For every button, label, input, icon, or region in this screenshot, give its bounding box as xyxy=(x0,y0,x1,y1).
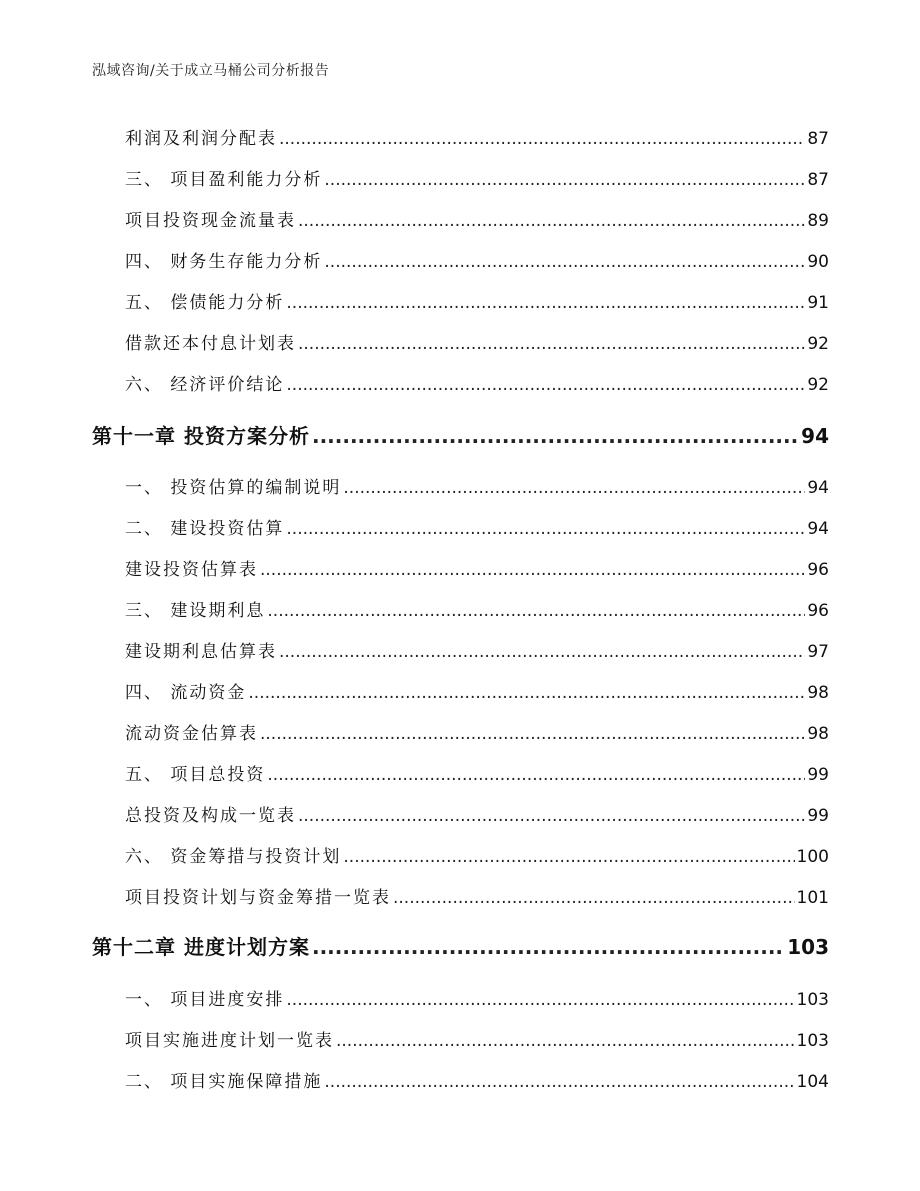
toc-dot-leader xyxy=(343,478,805,498)
toc-entry-page: 104 xyxy=(796,1072,829,1092)
toc-dot-leader xyxy=(286,519,805,539)
toc-chapter-entry[interactable] xyxy=(92,931,829,960)
toc-dot-leader xyxy=(393,888,795,908)
toc-chapter-page: 103 xyxy=(787,935,829,959)
toc-entry-label: 二、 项目实施保障措施 xyxy=(125,1072,323,1092)
toc-dot-leader xyxy=(343,847,794,867)
toc-dot-leader xyxy=(248,683,805,703)
toc-entry-label: 一、 投资估算的编制说明 xyxy=(125,478,342,498)
toc-dot-leader xyxy=(260,560,805,580)
toc-entry[interactable] xyxy=(125,985,829,1010)
toc-entry[interactable] xyxy=(125,288,829,313)
toc-dot-leader xyxy=(267,765,805,785)
toc-entry-page: 100 xyxy=(796,847,829,867)
toc-entry-label: 二、 建设投资估算 xyxy=(125,519,285,539)
toc-entry-label: 五、 偿债能力分析 xyxy=(125,293,285,313)
toc-entry-page: 98 xyxy=(807,683,829,703)
toc-entry-page: 91 xyxy=(807,293,829,313)
toc-chapter-label: 第十一章 投资方案分析 xyxy=(92,424,310,448)
toc-entry-label: 项目实施进度计划一览表 xyxy=(125,1031,334,1051)
toc-entry[interactable] xyxy=(125,555,829,580)
toc-entry-label: 总投资及构成一览表 xyxy=(125,806,296,826)
toc-entry[interactable] xyxy=(125,637,829,662)
toc-dot-leader xyxy=(324,170,805,190)
toc-dot-leader xyxy=(267,601,805,621)
toc-chapter-page: 94 xyxy=(801,424,829,448)
toc-entry[interactable] xyxy=(125,247,829,272)
toc-dot-leader xyxy=(279,642,805,662)
toc-entry[interactable] xyxy=(125,883,829,908)
toc-entry[interactable] xyxy=(125,473,829,498)
toc-entry-label: 建设投资估算表 xyxy=(125,560,258,580)
toc-entry-label: 五、 项目总投资 xyxy=(125,765,266,785)
toc-entry[interactable] xyxy=(125,760,829,785)
toc-dot-leader xyxy=(298,334,805,354)
toc-entry-label: 借款还本付息计划表 xyxy=(125,334,296,354)
toc-entry-label: 流动资金估算表 xyxy=(125,724,258,744)
toc-entry[interactable] xyxy=(125,596,829,621)
toc-entry-label: 利润及利润分配表 xyxy=(125,129,277,149)
toc-entry[interactable] xyxy=(125,842,829,867)
toc-entry-page: 90 xyxy=(807,252,829,272)
toc-entry-page: 99 xyxy=(807,765,829,785)
toc-entry-page: 103 xyxy=(796,990,829,1010)
page-header: 泓域咨询/关于成立马桶公司分析报告 xyxy=(92,63,330,79)
toc-entry-page: 94 xyxy=(807,478,829,498)
toc-entry-label: 项目投资现金流量表 xyxy=(125,211,296,231)
toc-entry-page: 92 xyxy=(807,375,829,395)
toc-entry-label: 六、 资金筹措与投资计划 xyxy=(125,847,342,867)
toc-dot-leader xyxy=(286,990,794,1010)
toc-dot-leader xyxy=(312,935,785,959)
toc-entry-page: 99 xyxy=(807,806,829,826)
toc-entry[interactable] xyxy=(125,329,829,354)
toc-entry-label: 建设期利息估算表 xyxy=(125,642,277,662)
toc-entry-label: 三、 建设期利息 xyxy=(125,601,266,621)
toc-dot-leader xyxy=(336,1031,795,1051)
toc-entry-page: 96 xyxy=(807,601,829,621)
toc-entry-label: 一、 项目进度安排 xyxy=(125,990,285,1010)
toc-entry[interactable] xyxy=(125,1067,829,1092)
toc-dot-leader xyxy=(286,293,805,313)
toc-chapter-label: 第十二章 进度计划方案 xyxy=(92,935,310,959)
toc-entry[interactable] xyxy=(125,801,829,826)
toc-entry-label: 项目投资计划与资金筹措一览表 xyxy=(125,888,391,908)
toc-entry-page: 96 xyxy=(807,560,829,580)
toc-entry-page: 97 xyxy=(807,642,829,662)
toc-entry[interactable] xyxy=(125,165,829,190)
toc-entry-page: 89 xyxy=(807,211,829,231)
toc-entry[interactable] xyxy=(125,678,829,703)
toc-entry-label: 六、 经济评价结论 xyxy=(125,375,285,395)
toc-dot-leader xyxy=(298,211,805,231)
toc-entry[interactable] xyxy=(125,719,829,744)
toc-dot-leader xyxy=(312,424,799,448)
toc-dot-leader xyxy=(324,1072,794,1092)
toc-entry[interactable] xyxy=(125,514,829,539)
toc-entry-page: 94 xyxy=(807,519,829,539)
toc-entry-page: 101 xyxy=(796,888,829,908)
toc-dot-leader xyxy=(279,129,805,149)
toc-dot-leader xyxy=(260,724,805,744)
toc-entry-label: 四、 流动资金 xyxy=(125,683,247,703)
toc-entry[interactable] xyxy=(125,124,829,149)
toc-entry[interactable] xyxy=(125,370,829,395)
toc-dot-leader xyxy=(298,806,805,826)
toc-entry-label: 三、 项目盈利能力分析 xyxy=(125,170,323,190)
toc-entry-page: 87 xyxy=(807,170,829,190)
toc-entry[interactable] xyxy=(125,1026,829,1051)
toc-dot-leader xyxy=(324,252,805,272)
toc-dot-leader xyxy=(286,375,805,395)
toc-chapter-entry[interactable] xyxy=(92,420,829,449)
toc-entry-page: 87 xyxy=(807,129,829,149)
toc-entry-page: 98 xyxy=(807,724,829,744)
toc-entry-page: 103 xyxy=(796,1031,829,1051)
toc-entry-label: 四、 财务生存能力分析 xyxy=(125,252,323,272)
toc-entry-page: 92 xyxy=(807,334,829,354)
toc-entry[interactable] xyxy=(125,206,829,231)
